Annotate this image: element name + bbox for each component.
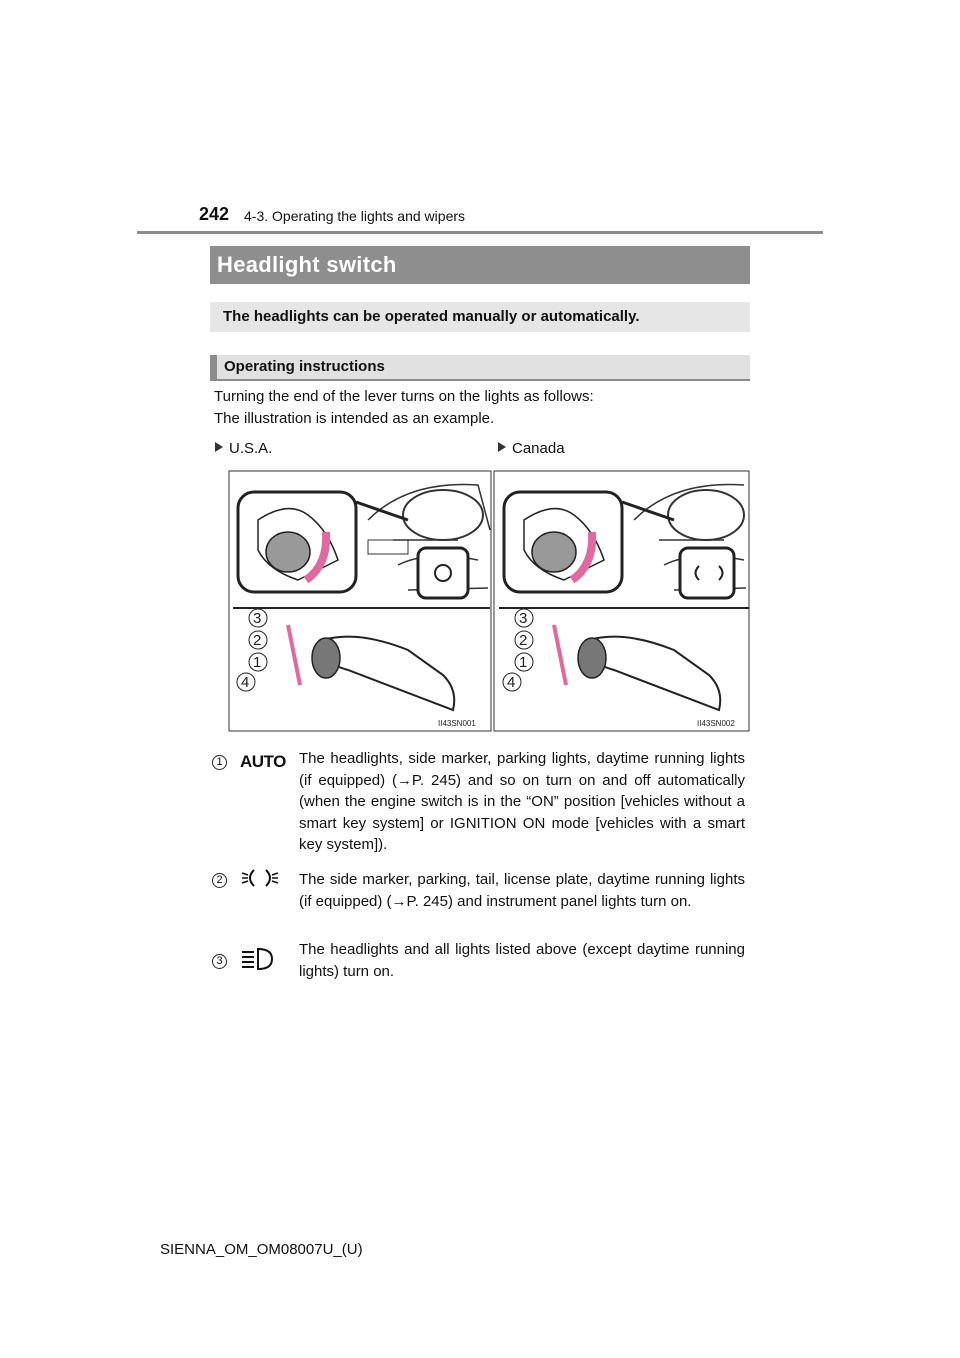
paragraph-1: Turning the end of the lever turns on the lights as follows: xyxy=(214,388,594,405)
callout-3: 3 xyxy=(253,610,262,627)
callout-1: 1 xyxy=(519,654,528,671)
header-rule xyxy=(137,231,823,234)
section-breadcrumb: 4-3. Operating the lights and wipers xyxy=(244,208,466,224)
page-number: 242 xyxy=(199,204,230,224)
region-label: Canada xyxy=(512,440,565,457)
footer-doc-id: SIENNA_OM_OM08007U_(U) xyxy=(160,1241,363,1258)
callout-4: 4 xyxy=(241,674,250,691)
illustration-canada xyxy=(494,471,749,731)
callout-3: 3 xyxy=(519,610,528,627)
region-canada xyxy=(498,440,565,457)
callout-2: 2 xyxy=(519,632,528,649)
item-number-2: 2 xyxy=(212,870,227,888)
callout-1: 1 xyxy=(253,654,262,671)
triangle-bullet-icon xyxy=(215,442,223,452)
lead-text: The headlights can be operated manually or automatically. xyxy=(223,308,640,325)
callout-2: 2 xyxy=(253,632,262,649)
lever-illustration xyxy=(228,470,750,732)
region-label: U.S.A. xyxy=(229,440,273,457)
side-marker-lights-icon xyxy=(240,866,280,890)
page-title: Headlight switch xyxy=(217,252,397,277)
figure-code: II43SN001 xyxy=(438,719,476,728)
illustration-usa xyxy=(229,471,491,731)
subheading-accent xyxy=(210,355,217,381)
paragraph-2: The illustration is intended as an example. xyxy=(214,410,495,427)
region-usa xyxy=(215,440,272,457)
figure-code: II43SN002 xyxy=(697,719,735,728)
item-description-1: The headlights, side marker, parking lights, daytime running lights (if equipped) (→P. 245) and so on turn on and off automatically (when the engine switch is in the “ON” position [vehicles without a smart key system] or IGNITION ON mode [vehicles with a smart key system]). xyxy=(299,750,745,853)
triangle-bullet-icon xyxy=(498,442,506,452)
subheading: Operating instructions xyxy=(224,358,385,375)
item-number-3: 3 xyxy=(212,951,227,969)
auto-icon: AUTO xyxy=(240,752,286,771)
item-description-3: The headlights and all lights listed above (except daytime running lights) turn on. xyxy=(299,941,745,980)
headlight-icon xyxy=(240,946,276,972)
item-description-2: The side marker, parking, tail, license plate, daytime running lights (if equipped) (→P. 245) and instrument panel lights turn on. xyxy=(299,871,745,910)
callout-4: 4 xyxy=(507,674,516,691)
item-number-1: 1 xyxy=(212,752,227,770)
